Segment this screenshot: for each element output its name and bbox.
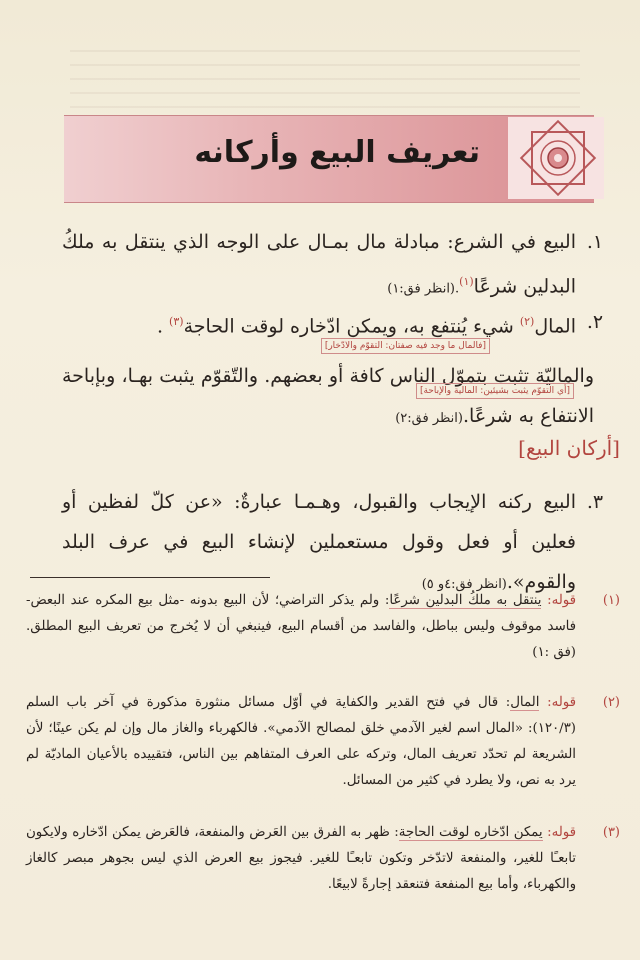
paragraph-text: البيع ركنه الإيجاب والقبول، وهـمـا عبارةٌ: «عن كلّ لفظين أو فعلين أو فعل وقول مستعملين لإنشاء البيع في عرف البلد والقوم». bbox=[62, 491, 576, 593]
footnote-quote: ينتقل به ملكُ البدلين شرعًا bbox=[389, 593, 542, 608]
margin-annotation: [فالمال ما وجد فيه صفتان: التقوّم والادّخار] bbox=[321, 338, 490, 354]
paragraph-text: البيع في الشرع: مبادلة مال بمـال على الوجه الذي ينتقل به ملكُ البدلين شرعًا bbox=[62, 231, 576, 298]
footnote-label: قوله: bbox=[542, 825, 576, 840]
footnote-number: (٣) bbox=[602, 825, 620, 840]
footnote-3 bbox=[26, 820, 620, 898]
definition-paragraph-2 bbox=[62, 302, 604, 346]
bleed-through-text bbox=[70, 50, 580, 110]
paragraph-number: ٣. bbox=[586, 491, 604, 513]
footnote-quote: يمكن ادّخاره لوقت الحاجة bbox=[398, 825, 543, 840]
footnote-1 bbox=[26, 588, 620, 666]
definition-paragraph-1 bbox=[62, 222, 604, 309]
footnote-marker[interactable]: (٣) bbox=[169, 315, 184, 328]
margin-annotation: [أي التقوّم يثبت بشيئين: المالية والإباحة] bbox=[416, 383, 574, 399]
definition-paragraph-4 bbox=[62, 482, 604, 605]
term-text: المال bbox=[534, 315, 576, 338]
paragraph-end: . bbox=[156, 315, 170, 338]
paragraph-number: ٢. bbox=[586, 311, 604, 333]
page-title: تعريف البيع وأركانه bbox=[194, 135, 480, 170]
cross-reference: (انظر فق:٤و ٥) bbox=[421, 577, 507, 592]
footnote-2 bbox=[26, 690, 620, 794]
footnote-text: : ظهر به الفرق بين العَرض والمنفعة، فالعَرض يمكن ادّخاره ولايكون تابعـًا للغير، والمنفعة لاتدّخر وتكون تابعـًا للغير. فيجوز بيع العرض الذي ليس بجوهر مبصر كالغاز والكهرباء، وأما بيع المنفعة فتنعقد إجارةً لابيعًا. bbox=[26, 825, 576, 892]
rosette-ornament-icon bbox=[508, 117, 604, 199]
footnote-text: : قال في فتح القدير والكفاية في أوّل مسائل منثورة مذكورة في آخر باب السلم (١٢٠/٣): «المال اسم لغير الآدمي خلق لمصالح الآدمي». فالكهرباء والغاز مال وإن لم يكن عينًا؛ لأن الشريعة لم تحدّد تعريف المال، وتركه على العرف المتفاهم بين الناس، فتقييده بالأعيان الماديّة لم يرد به نص، ولا يطرد في كثير من المسائل. bbox=[26, 695, 576, 788]
paragraph-number: ١. bbox=[586, 231, 604, 253]
footnote-quote: المال bbox=[510, 695, 540, 710]
cross-reference: (انظر فق:٢) bbox=[395, 411, 463, 426]
paragraph-text: والماليّة تثبت بتموّل الناس كافة أو بعضهم. والتّقوّم يثبت بهـا، وبإباحة الانتفاع به شرعًا. bbox=[62, 365, 594, 427]
footnote-text: : ولم يذكر التراضي؛ لأن البيع بدونه -مثل بيع المكره عند البعض- فاسد موقوف وليس بباطل، والفاسد من أقسام البيع، فينبغي أن لا يُخرج من تعريف البيع المطلق.(فق :١) bbox=[26, 593, 576, 660]
footnote-number: (٢) bbox=[602, 695, 620, 710]
footnote-label: قوله: bbox=[541, 593, 576, 608]
footnote-separator bbox=[30, 577, 270, 578]
section-subheading: [أركان البيع] bbox=[518, 436, 620, 460]
cross-reference: .(انظر فق:١) bbox=[387, 281, 460, 297]
footnote-marker[interactable]: (٢) bbox=[519, 315, 535, 328]
footnote-label: قوله: bbox=[539, 695, 576, 710]
paragraph-text: شيء يُنتفع به، ويمكن ادّخاره لوقت الحاجة bbox=[183, 315, 520, 338]
footnote-number: (١) bbox=[602, 593, 620, 608]
footnote-marker[interactable]: (١) bbox=[459, 275, 474, 288]
